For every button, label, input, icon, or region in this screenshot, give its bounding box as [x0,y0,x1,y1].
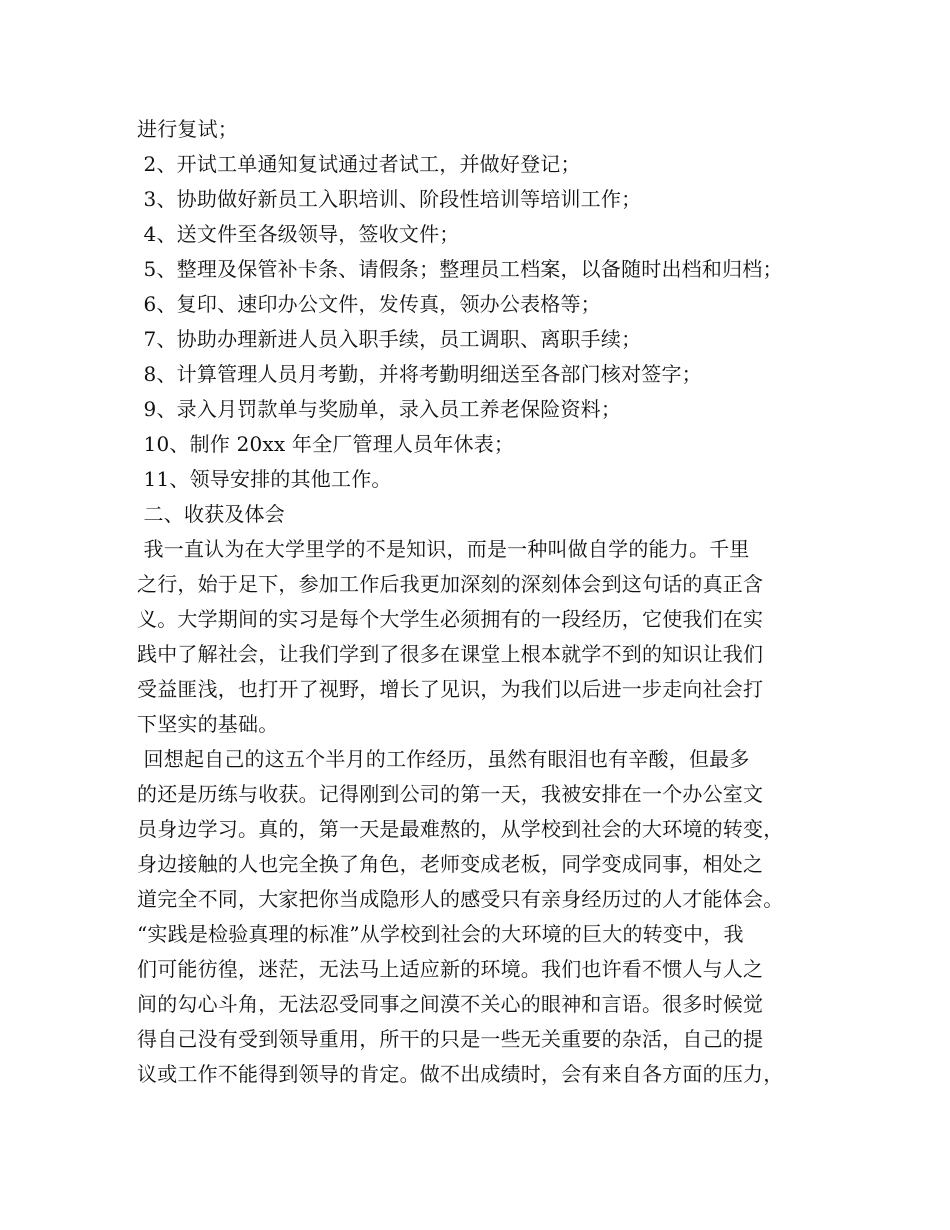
list-item: 2、开试工单通知复试通过者试工，并做好登记； [137,152,581,176]
document-body [137,112,827,1092]
paragraph-line: 我一直认为在大学里学的不是知识，而是一种叫做自学的能力。千里 [137,537,750,561]
list-item: 9、录入月罚款单与奖励单，录入员工养老保险资料； [137,397,622,421]
list-item: 8、计算管理人员月考勤，并将考勤明细送至各部门核对签字； [137,362,702,386]
list-item: 3、协助做好新员工入职培训、阶段性培训等培训工作； [137,187,642,211]
text-line: 进行复试； [137,117,238,141]
list-item: 11、领导安排的其他工作。 [137,467,392,491]
paragraph-line: 议或工作不能得到领导的肯定。做不出成绩时，会有来自各方面的压力， [137,1062,784,1086]
paragraph-line: 员身边学习。真的，第一天是最难熬的，从学校到社会的大环境的转变， [137,817,784,841]
list-item: 7、协助办理新进人员入职手续，员工调职、离职手续； [137,327,642,351]
paragraph-line: 受益匪浅，也打开了视野，增长了见识，为我们以后进一步走向社会打 [137,677,764,701]
paragraph-line: 义。大学期间的实习是每个大学生必须拥有的一段经历，它使我们在实 [137,607,764,631]
paragraph-line: 下坚实的基础。 [137,712,279,736]
paragraph-line: 回想起自己的这五个半月的工作经历，虽然有眼泪也有辛酸，但最多 [137,747,750,771]
paragraph-line: 之行，始于足下，参加工作后我更加深刻的深刻体会到这句话的真正含 [137,572,764,596]
list-item: 4、送文件至各级领导，签收文件； [137,222,460,246]
paragraph-line: 间的勾心斗角，无法忍受同事之间漠不关心的眼神和言语。很多时候觉 [137,992,764,1016]
paragraph-1 [137,532,827,742]
section-heading: 二、收获及体会 [137,502,285,526]
paragraph-line: 得自己没有受到领导重用，所干的只是一些无关重要的杂活，自己的提 [137,1027,764,1051]
paragraph-line: 道完全不同，大家把你当成隐形人的感受只有亲身经历过的人才能体会。 [137,887,784,911]
list-item: 10、制作 20xx 年全厂管理人员年休表； [137,432,515,456]
paragraph-line: 们可能彷徨，迷茫，无法马上适应新的环境。我们也许看不惯人与人之 [137,957,764,981]
list-item: 5、整理及保管补卡条、请假条；整理员工档案，以备随时出档和归档； [137,257,783,281]
paragraph-2 [137,742,827,1092]
paragraph-line: 践中了解社会，让我们学到了很多在课堂上根本就学不到的知识让我们 [137,642,764,666]
paragraph-line: 的还是历练与收获。记得刚到公司的第一天，我被安排在一个办公室文 [137,782,764,806]
list-item: 6、复印、速印办公文件，发传真，领办公表格等； [137,292,601,316]
paragraph-line: 身边接触的人也完全换了角色，老师变成老板，同学变成同事，相处之 [137,852,764,876]
paragraph-line: “实践是检验真理的标准”从学校到社会的大环境的巨大的转变中，我 [137,922,744,946]
